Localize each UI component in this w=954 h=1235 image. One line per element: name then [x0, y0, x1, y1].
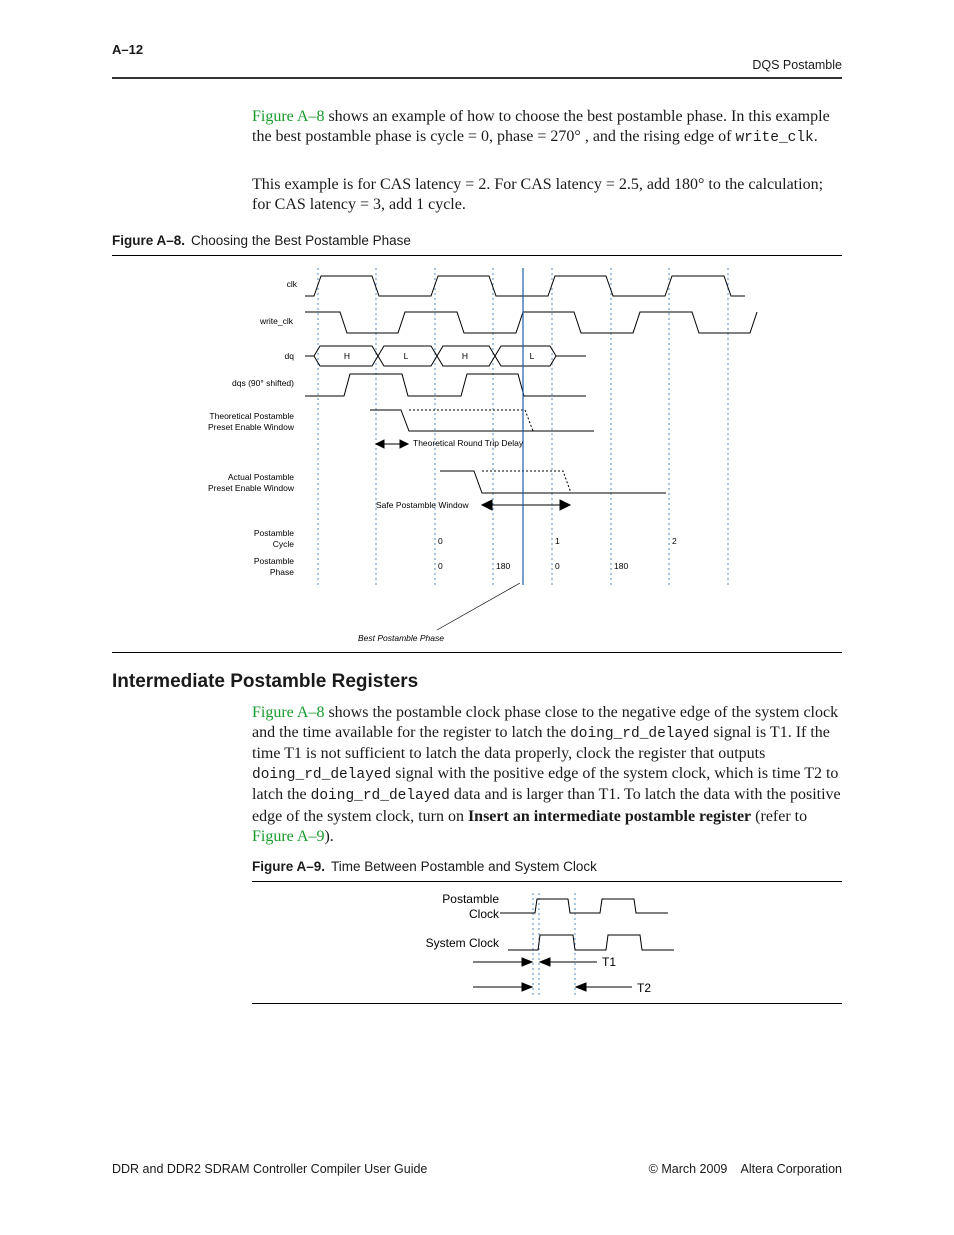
- figure-a8-link[interactable]: Figure A–8: [252, 108, 325, 125]
- system-clock-waveform: [508, 935, 674, 950]
- inline-code: doing_rd_delayed: [310, 788, 450, 805]
- figure-a8-title: Choosing the Best Postamble Phase: [191, 233, 411, 248]
- signal-label-phase-2: Phase: [269, 567, 294, 577]
- running-header: DQS Postamble: [752, 58, 842, 72]
- dq-value: H: [461, 351, 469, 361]
- footer-copyright: © March 2009 Altera Corporation: [648, 1162, 842, 1176]
- figure-a8-link-2[interactable]: Figure A–8: [252, 704, 325, 721]
- figure-a9-title: Time Between Postamble and System Clock: [331, 859, 597, 874]
- signal-label-theoretical-2: Preset Enable Window: [208, 422, 294, 432]
- footer-title: DDR and DDR2 SDRAM Controller Compiler User Guide: [112, 1162, 428, 1176]
- signal-label-cycle-2: Cycle: [272, 539, 294, 549]
- intro-text-a: shows an example of how to choose the best postamble phase. In this example the best postamble phase is cycle = 0, phase = 270° , and the rising edge of: [252, 108, 830, 145]
- body-text: shows the postamble clock phase close to the negative edge of the system clock and the time available for the register to latch the: [252, 704, 839, 741]
- theoretical-window-waveform: [370, 410, 594, 431]
- section-heading: Intermediate Postamble Registers: [112, 671, 419, 692]
- figure-a9-diagram: [0, 880, 954, 1005]
- body-text: signal is T1. If the time T1 is not sufficient to latch the data properly, clock the register that outputs: [252, 723, 830, 763]
- body-text: ).: [324, 827, 334, 845]
- write-clk-waveform: [305, 312, 757, 333]
- signal-label-clk: clk: [286, 279, 297, 289]
- dq-value: L: [403, 351, 409, 361]
- signal-label-theoretical-1: Theoretical Postamble: [209, 411, 294, 421]
- dqs-waveform: [305, 374, 586, 396]
- phase-value: 0: [555, 561, 560, 571]
- inline-code: doing_rd_delayed: [570, 725, 710, 742]
- phase-value: 0: [438, 561, 443, 571]
- intro-p2-text: This example is for CAS latency = 2. For CAS latency = 2.5, add 180° to the calculation; for CAS latency = 3, add 1 cycle.: [252, 176, 824, 213]
- inline-code: doing_rd_delayed: [252, 766, 392, 783]
- best-phase-label: Best Postamble Phase: [358, 633, 444, 643]
- cycle-value: 1: [555, 536, 560, 546]
- phase-value: 180: [614, 561, 629, 571]
- cycle-value: 0: [438, 536, 443, 546]
- t1-label: T1: [602, 955, 617, 969]
- figure-a9-link[interactable]: Figure A–9: [252, 827, 325, 845]
- actual-window-waveform: [440, 471, 666, 493]
- intro-text-b: .: [813, 127, 818, 145]
- intro-code: write_clk: [735, 129, 814, 146]
- signal-label-actual-2: Preset Enable Window: [208, 483, 294, 493]
- signal-label-dq: dq: [284, 351, 294, 361]
- figure-a9-label: Figure A–9.: [252, 859, 326, 874]
- body-text: (refer to: [751, 807, 808, 825]
- t2-label: T2: [637, 981, 652, 995]
- postamble-label-2: Clock: [468, 907, 499, 921]
- signal-label-write-clk: write_clk: [259, 316, 293, 326]
- round-trip-label: Theoretical Round Trip Delay: [413, 438, 524, 448]
- clk-waveform: [305, 276, 745, 296]
- body-text: data and is larger than T1. To latch the data with the positive edge of the system clock, turn on: [252, 786, 841, 825]
- signal-label-cycle-1: Postamble: [253, 528, 294, 538]
- figure-a9-bottom-rule: [252, 1003, 842, 1004]
- cycle-value: 2: [672, 536, 677, 546]
- page-number: A–12: [112, 42, 144, 57]
- safe-window-label: Safe Postamble Window: [376, 500, 469, 510]
- figure-a8-bottom-rule: [112, 652, 842, 653]
- signal-label-actual-1: Actual Postamble: [227, 472, 294, 482]
- dq-value: H: [343, 351, 351, 361]
- signal-label-phase-1: Postamble: [253, 556, 294, 566]
- system-clock-label: System Clock: [425, 936, 499, 950]
- postamble-clock-waveform: [531, 899, 668, 913]
- bold-option-name: Insert an intermediate postamble register: [467, 807, 752, 825]
- phase-value: 180: [496, 561, 511, 571]
- postamble-label-1: Postamble: [442, 892, 499, 906]
- body-text: signal with the positive edge of the system clock, which is time T2 to latch the: [252, 764, 839, 804]
- figure-a8-label: Figure A–8.: [112, 233, 186, 248]
- body-paragraph: [252, 703, 844, 846]
- dq-value: L: [529, 351, 535, 361]
- signal-label-dqs: dqs (90° shifted): [232, 378, 294, 388]
- figure-a9-caption: [252, 859, 597, 874]
